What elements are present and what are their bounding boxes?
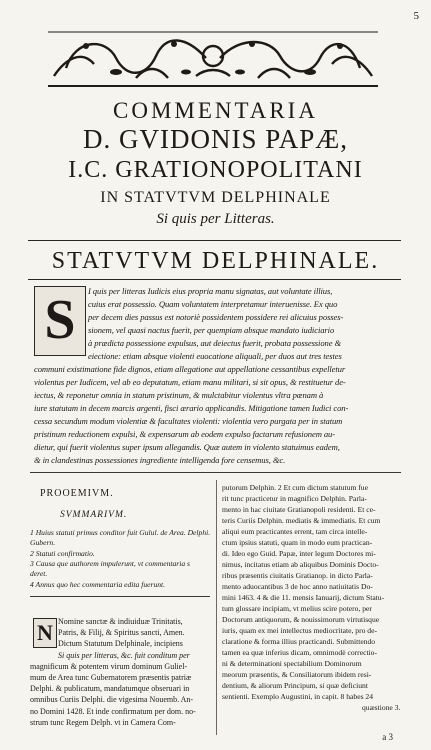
heading-bottom-rule [28, 279, 401, 280]
left-text-line: Delphi. & publicatum, mandatumque obseruari in [30, 684, 190, 694]
right-text-line: mini 1463. 4 & die 11. mensis Ianuarij, dictum Statu- [222, 593, 385, 602]
signature-mark: a 3 [382, 732, 393, 742]
summary-item: Gubern. [30, 538, 56, 547]
right-text-line: ni & determinationi spectabilium Dominorum [222, 659, 362, 668]
title-subject: IN STATVTVM DELPHINALE [100, 189, 331, 206]
left-text-line: Si quis per litteras, &c. fuit conditum per [58, 650, 190, 660]
right-text-line: ctum ipsius statuti, quam in modo eum practican- [222, 538, 373, 547]
right-text-line: tamen ea quæ inferius dicam, omnimodè correctio- [222, 648, 377, 657]
drop-cap-letter: S [44, 289, 76, 351]
statute-line: per decem dies passus est notoriè possidentem possidere rei alicuius posses- [88, 312, 344, 322]
summary-item: 3 Causa que authorem impulerunt, vt commentaria s [30, 559, 191, 568]
left-text-line: magnificum & potentem virum dominum Guliel- [30, 661, 188, 671]
right-text-line: di. Ideo ego Guid. Papæ, inter legum Doctores mi- [222, 549, 376, 558]
statute-line: eiectione: etiam absque violenti euocatione aliquali, per duos aut tres testes [88, 351, 342, 361]
statute-line: I quis per litteras Iudicis eius propria manu signatas, aut voluntate illius, [88, 286, 333, 296]
right-text-line: dentium, & aliorum Principum, si quæ deficiunt [222, 681, 368, 690]
heading-top-rule [28, 240, 401, 241]
left-text-line: mum de Area tunc Gubernatorem præsentis patriæ [30, 673, 192, 683]
summarium-heading: SVMMARIVM. [60, 510, 128, 520]
section-divider [30, 472, 401, 473]
statute-line: & in clandestinas possessiones ingrediente intelligenda fore censemus, &c. [34, 455, 286, 465]
right-text-line: tum glossare incipiam, vt melius scire potero, per [222, 604, 372, 613]
statute-line: à prædicta possessione expulsus, aut deiectus fuerit, probata possessione & [88, 338, 342, 348]
statute-line: violentus per Iudicem, vel ab eo deputatum, etiam manu militari, si sit opus, & restituetur de- [34, 377, 346, 387]
statute-line: communi existimatione fide dignos, etiam allegatione aut appellatione cessantibus expelletur [34, 364, 346, 374]
summary-item: 4 Annus quo hec commentaria edita fuerunt. [30, 580, 166, 589]
page-number: 5 [413, 10, 419, 22]
left-column-text [30, 616, 212, 728]
drop-cap-n-letter: N [37, 620, 53, 645]
left-text-line: no Domini 1428. Et inde confirmatum per dom. no- [30, 706, 196, 716]
column-divider [216, 480, 217, 735]
title-commentaria: COMMENTARIA [113, 98, 318, 123]
decorative-headpiece [46, 28, 380, 90]
right-text-line: quæstione 3. [362, 703, 401, 712]
right-text-line: iuris, quam ex mei intellectus mediocritate, pro de- [222, 626, 377, 635]
statute-line: pristinum reductionem expulsi, & expensarum ab eodem expulso factarum refusionem au- [34, 429, 336, 439]
left-text-line: Patris, & Filij, & Spiritus sancti, Amen. [58, 628, 185, 638]
left-text-line: omnibus Curiis Delphi. die vigesima Nouemb. An- [30, 695, 194, 705]
summary-item: 2 Statuti confirmatio. [30, 549, 95, 558]
summary-item: deret. [30, 569, 48, 578]
right-text-line: sentienti. Exemplo Augustini, in capit. 8 habes 24 [222, 692, 374, 701]
statute-line: sionem, vel quasi nactus fuerit, per quempiam absque mandato iudiciario [88, 325, 335, 335]
left-text-line: Nomine sanctæ & indiuiduæ Trinitatis, [58, 617, 183, 626]
right-text-line: ribus præsentis ciuitatis Gratianop. in dicto Parla- [222, 571, 373, 580]
left-text-line: strum tunc Regem Delph. vt in Camera Com- [30, 717, 176, 727]
right-text-line: claratione & forma illius practicandi. Submittendo [222, 637, 376, 646]
summary-rule [30, 596, 210, 597]
statute-line: cessa secundum modum violentiæ & facultates violenti: violentia vero purgata per in statum [34, 416, 343, 426]
right-text-line: mento aduocantibus 3 de hoc anno natiuitatis Do- [222, 582, 373, 591]
right-text-line: teris Curiis Delphin. mediatis & immediatis. Et cum [222, 516, 381, 525]
summary-item: 1 Huius statuti primus conditor fuit Gulul. de Area. Delphi. [30, 528, 211, 537]
right-text-line: mento in hac ciuitate Gratianopoli residenti. Et ce- [222, 505, 376, 514]
right-text-line: rit tunc practicetur in magnifico Delphin. Parla- [222, 494, 367, 503]
left-text-line: Dictum Statutum Delphinale, incipiens [58, 639, 183, 649]
right-text-line: aliqui eum practicantes errent, tam circa intelle- [222, 527, 368, 536]
statute-line: iure statutam in decem marcis argenti, fisci ærario applicandis. Mitigatione tamen Iudici con- [34, 403, 349, 413]
right-text-line: Doctorum antiquorum, & nouissimorum virtutisque [222, 615, 380, 624]
proemium-heading: PROOEMIVM. [40, 488, 114, 499]
title-jurist: I.C. GRATIONOPOLITANI [68, 157, 363, 183]
right-text-line: putorum Delphin. 2 Et cum dictum statutum fue [222, 483, 368, 492]
statute-line: dietur, qui fuerit violentus super ipsum allegandis. Quæ autem in violento statuimus eadem, [34, 442, 340, 452]
section-heading: STATVTVM DELPHINALE. [51, 248, 380, 274]
drop-cap-s [34, 286, 86, 356]
statute-line: iectus, & reponetur omnia in statum pristinum, & mulctabitur violentus vltra pœnam à [34, 390, 324, 400]
title-author: D. GVIDONIS PAPÆ, [82, 124, 349, 154]
right-column-text [222, 482, 406, 713]
right-text-line: meorum præsentis, & Consiliatorum ibidem resi- [222, 670, 372, 679]
right-text-line: nimus, incitatus etiam ab aliquibus Dominis Docto- [222, 560, 379, 569]
title-incipit: Si quis per Litteras. [156, 211, 275, 227]
statute-line: cuius erat possessio. Quam voluntatem interpretamur interuenisse. Ex quo [88, 299, 338, 309]
